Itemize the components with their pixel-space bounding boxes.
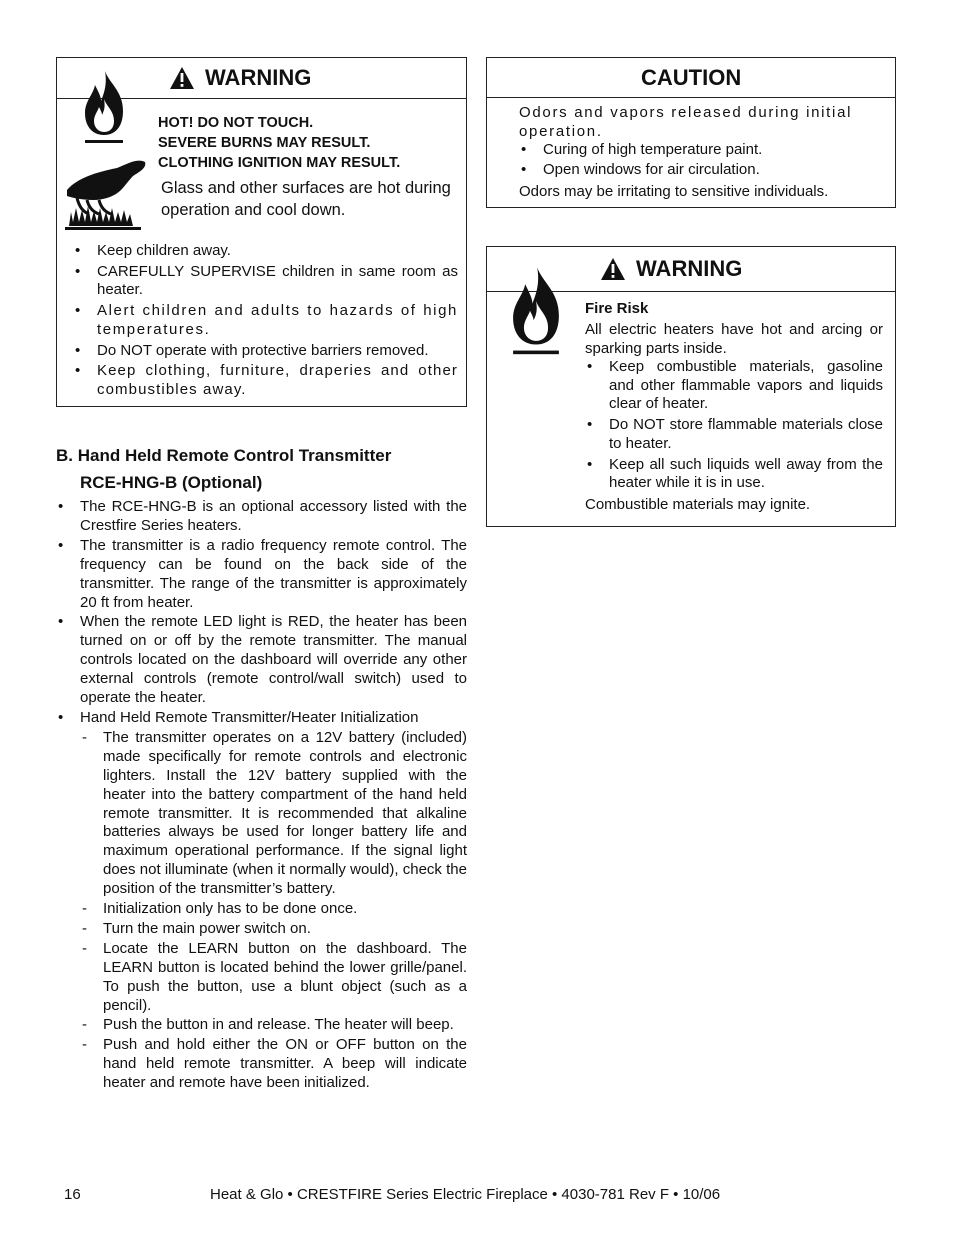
caution-intro: Odors and vapors released during initial operation.	[519, 104, 853, 140]
caution-outro: Odors may be irritating to sensitive individuals.	[519, 183, 829, 200]
section-b-subtitle: RCE-HNG-B (Optional)	[80, 473, 263, 492]
list-item: • Open windows for air circulation.	[519, 160, 875, 180]
list-item: • CAREFULLY SUPERVISE children in same room as heater.	[73, 263, 458, 300]
list-item: • Alert children and adults to hazards of high temperatures.	[73, 302, 458, 339]
flame-icon	[79, 68, 129, 148]
warning1-list	[73, 242, 458, 400]
list-item: • Do NOT operate with protective barriers removed.	[73, 342, 458, 361]
warning-title: WARNING	[636, 256, 743, 281]
list-item: • Keep children away.	[73, 242, 458, 261]
warning-box-fire-risk	[486, 246, 896, 527]
fire-risk-subtitle: Fire Risk	[585, 300, 649, 317]
fire-risk-list	[585, 358, 883, 493]
caution-header	[487, 58, 895, 98]
page-number: 16	[64, 1186, 81, 1203]
list-item: - Locate the LEARN button on the dashboard. The LEARN button is located behind the lower grille/panel. To push the button, use a blunt object (such as a pencil).	[80, 940, 467, 1016]
list-item: • The RCE-HNG-B is an optional accessory listed with the Crestfire Series heaters.	[56, 498, 467, 536]
list-item: • The transmitter is a radio frequency remote control. The frequency can be found on the back side of the transmitter. The range of the transmitter is approximately 20 ft from heater.	[56, 537, 467, 613]
section-b-list	[56, 498, 467, 728]
burning-hand-icon	[63, 156, 149, 232]
warning-triangle-icon	[169, 66, 195, 90]
fire-risk-outro: Combustible materials may ignite.	[585, 496, 811, 513]
list-item: • Keep combustible materials, gasoline and other flammable vapors and liquids clear of heater.	[585, 358, 883, 414]
flame-icon	[505, 265, 567, 359]
warning-box-hot-surfaces	[56, 57, 467, 407]
list-item: - Push and hold either the ON or OFF button on the hand held remote transmitter. A beep will indicate heater and remote have been initialized.	[80, 1036, 467, 1093]
list-item: • Keep clothing, furniture, draperies and other combustibles away.	[73, 362, 458, 399]
list-item: • When the remote LED light is RED, the heater has been turned on or off by the remote transmitter. The manual controls located on the dashboard will override any other external controls (remote control/wall switch) used to operate the heater.	[56, 613, 467, 708]
glass-hot-text: Glass and other surfaces are hot during operation and cool down.	[161, 179, 451, 219]
warning-triangle-icon	[600, 257, 626, 281]
hot-line: CLOTHING IGNITION MAY RESULT.	[158, 155, 401, 171]
list-item: - Initialization only has to be done once.	[80, 900, 467, 919]
hot-line: SEVERE BURNS MAY RESULT.	[158, 135, 371, 151]
section-b-title: B. Hand Held Remote Control Transmitter	[56, 446, 392, 465]
list-item: • Keep all such liquids well away from the heater while it is in use.	[585, 456, 883, 493]
warning-title: WARNING	[205, 65, 312, 90]
list-item: - Turn the main power switch on.	[80, 920, 467, 939]
fire-risk-intro: All electric heaters have hot and arcing or sparking parts inside.	[585, 321, 883, 357]
section-b-content	[56, 498, 467, 1093]
list-item: - Push the button in and release. The heater will beep.	[80, 1016, 467, 1035]
caution-title: CAUTION	[641, 64, 742, 90]
hot-warning-lines	[158, 113, 400, 173]
section-b-sublist	[80, 729, 467, 1093]
footer-text: Heat & Glo • CRESTFIRE Series Electric Fireplace • 4030-781 Rev F • 10/06	[210, 1186, 721, 1203]
list-item: • Do NOT store flammable materials close to heater.	[585, 416, 883, 453]
list-item: - The transmitter operates on a 12V battery (included) made specifically for remote controls and electronic lighters. Install the 12V battery supplied with the heater into the battery compartment of the hand held remote transmitter. It is recommended that alkaline batteries always be used for longer battery life and maximum operational performance. If the signal light does not illuminate (when it normally would), check the position of the transmitter’s battery.	[80, 729, 467, 899]
hot-line: HOT! DO NOT TOUCH.	[158, 115, 314, 131]
caution-box	[486, 57, 896, 208]
caution-list	[519, 140, 875, 179]
list-item: • Curing of high temperature paint.	[519, 140, 875, 160]
list-item: • Hand Held Remote Transmitter/Heater Initialization	[56, 709, 467, 728]
